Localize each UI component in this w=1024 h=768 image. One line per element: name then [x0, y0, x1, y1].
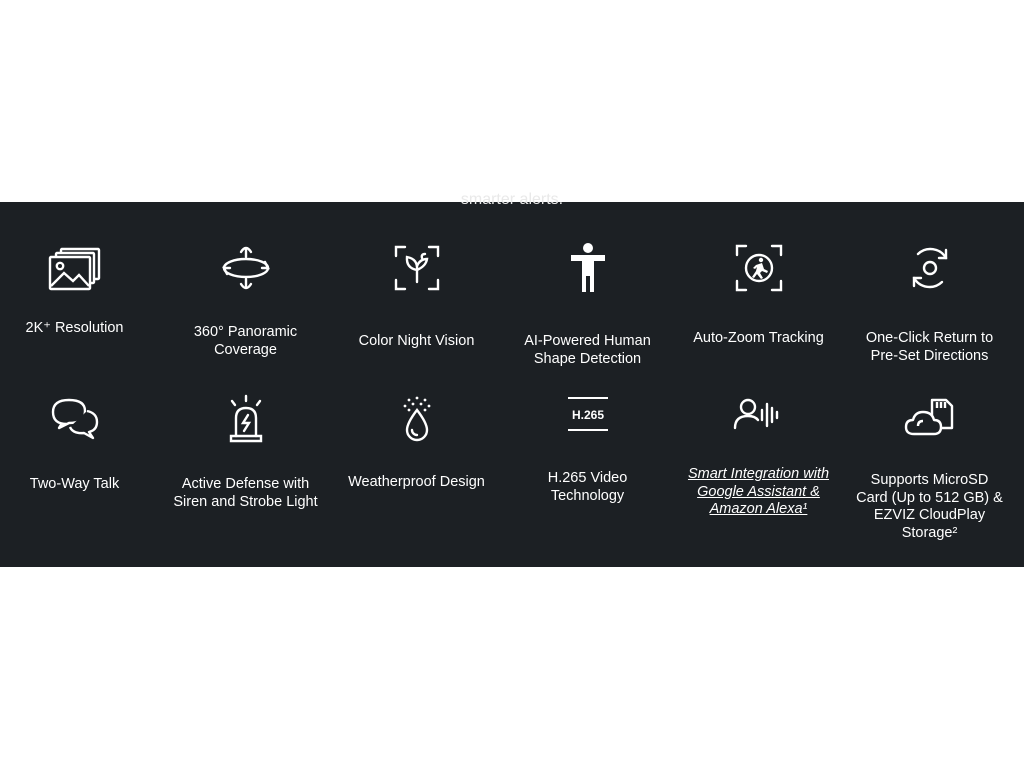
- h265-icon-text: H.265: [571, 408, 604, 422]
- feature-active-defense: [160, 392, 331, 511]
- cloud-sd-card-icon: [902, 392, 958, 448]
- feature-label: Auto-Zoom Tracking: [693, 330, 824, 346]
- auto-zoom-tracking-icon: [731, 240, 787, 296]
- feature-label: AI-Powered Human Shape Detection: [524, 333, 651, 367]
- feature-360-panoramic: [160, 240, 331, 359]
- feature-auto-zoom-tracking: [673, 240, 844, 348]
- chat-bubbles-icon: [47, 392, 103, 448]
- siren-icon: [218, 392, 274, 448]
- feature-color-night-vision: [331, 240, 502, 351]
- smart-integration-link[interactable]: Smart Integration with Google Assistant & Amazon Alexa¹: [687, 466, 830, 517]
- feature-h265: [502, 392, 673, 505]
- image-stack-icon: [47, 244, 103, 300]
- features-panel: [0, 191, 1024, 567]
- feature-label: One-Click Return to Pre-Set Directions: [865, 330, 994, 364]
- section-tagline: smarter alerts.: [460, 191, 564, 208]
- feature-label: H.265 Video Technology: [547, 470, 628, 504]
- return-to-preset-icon: [902, 240, 958, 296]
- feature-label: Color Night Vision: [358, 333, 475, 349]
- feature-return-to-preset: [844, 240, 1015, 365]
- 360-rotate-icon: [218, 240, 274, 296]
- voice-assistant-icon: [731, 392, 787, 448]
- feature-label: 360° Panoramic Coverage: [193, 324, 298, 358]
- night-vision-leaf-icon: [389, 240, 445, 296]
- feature-weatherproof: [331, 392, 502, 492]
- water-drop-icon: [389, 392, 445, 448]
- feature-label: Two-Way Talk: [29, 476, 120, 492]
- feature-label: Weatherproof Design: [348, 474, 485, 490]
- feature-storage: [844, 392, 1015, 542]
- feature-ai-human-detection: [502, 240, 673, 368]
- h265-icon: [560, 392, 616, 448]
- human-shape-icon: [560, 240, 616, 296]
- feature-label: 2K⁺ Resolution: [25, 320, 124, 336]
- feature-voice-assistant: [673, 392, 844, 519]
- feature-label: Supports MicroSD Card (Up to 512 GB) & EZVIZ CloudPlay Storage²: [856, 472, 1003, 541]
- feature-label: Active Defense with Siren and Strobe Light: [173, 476, 318, 510]
- feature-two-way-talk: [0, 392, 160, 494]
- feature-2k-resolution: [0, 244, 160, 338]
